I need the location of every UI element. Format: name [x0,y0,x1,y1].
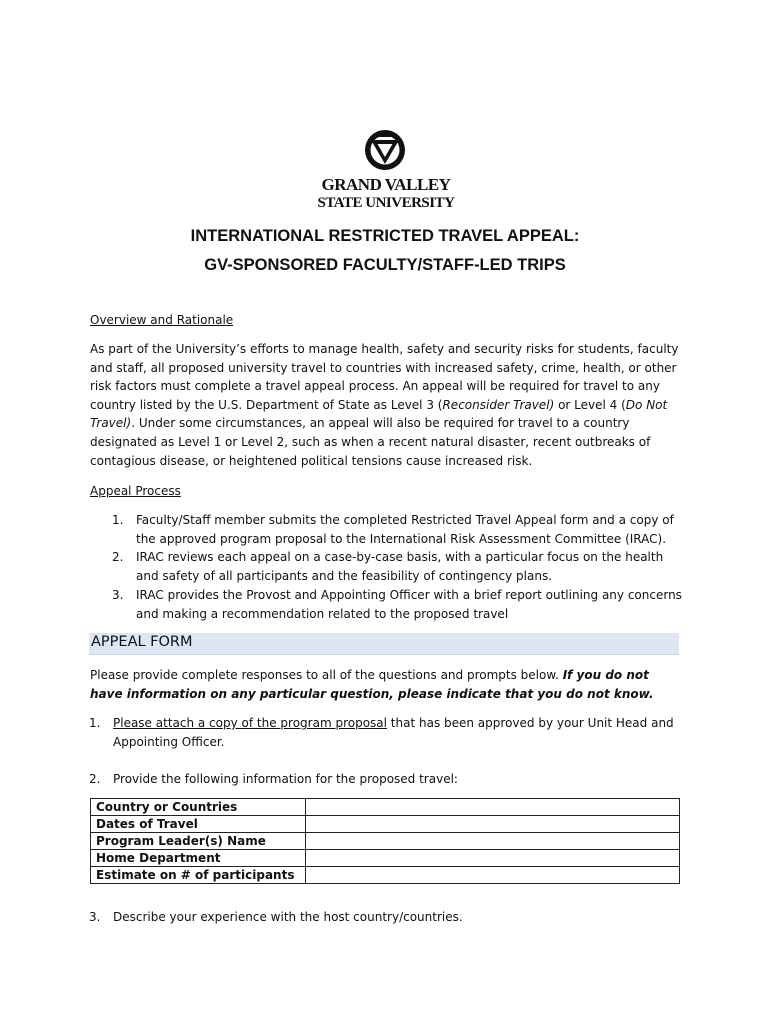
table-label: Country or Countries [91,799,306,816]
table-label: Home Department [91,850,306,867]
list-item: 1. Faculty/Staff member submits the completed Restricted Travel Appeal form and a copy of the approved program proposal to the International Risk Assessment Committee (IRAC). [112,513,674,546]
table-value-field[interactable] [306,816,680,833]
overview-paragraph: As part of the University’s efforts to manage health, safety and security risks for students, faculty and staff, all proposed university travel to countries with increased safety, crime, health, or other risk factors must complete a travel appeal process. An appeal will be required for travel to any country listed by the U.S. Department of State as Level 3 (Reconsider Travel) or Level 4 (Do Not Travel). Under some circumstances, an appeal will also be required for travel to a country designated as Level 1 or Level 2, such as when a recent natural disaster, recent outbreaks of contagious disease, or heightened political tensions cause increased risk. [90,342,679,468]
question-1: 1. Please attach a copy of the program proposal that has been approved by your Unit Head and Appointing Officer. [89,716,674,749]
document-title-line-1: INTERNATIONAL RESTRICTED TRAVEL APPEAL: [190,227,580,245]
program-proposal-link[interactable]: Please attach a copy of the program proposal [113,716,387,730]
table-label: Program Leader(s) Name [91,833,306,850]
table-row [91,867,680,884]
document-title-line-2: GV-SPONSORED FACULTY/STAFF-LED TRIPS [204,256,566,274]
appeal-process-heading: Appeal Process [90,484,181,498]
appeal-form-section-header [89,633,679,655]
overview-heading: Overview and Rationale [90,313,234,327]
table-value-field[interactable] [306,799,680,816]
table-row [91,816,680,833]
table-label: Dates of Travel [91,816,306,833]
list-item: 3. IRAC provides the Provost and Appointing Officer with a brief report outlining any concerns and making a recommendation related to the proposed travel [112,588,682,621]
svg-text:GRAND VALLEY: GRAND VALLEY [321,175,451,194]
svg-text:STATE UNIVERSITY: STATE UNIVERSITY [317,195,455,211]
table-label: Estimate on # of participants [91,867,306,884]
table-row [91,850,680,867]
question-3: 3. Describe your experience with the host country/countries. [89,910,463,924]
travel-info-table [90,798,680,884]
table-row [91,799,680,816]
section-title: APPEAL FORM [91,634,193,650]
table-value-field[interactable] [306,833,680,850]
gv-emblem-icon [316,128,456,212]
form-intro: Please provide complete responses to all of the questions and prompts below. If you do not have information on any particular question, please indicate that you do not know. [90,668,654,701]
question-2: 2. Provide the following information for the proposed travel: [89,772,458,786]
table-value-field[interactable] [306,850,680,867]
list-item: 2. IRAC reviews each appeal on a case-by-case basis, with a particular focus on the health and safety of all participants and the feasibility of contingency plans. [112,550,664,583]
university-logo [316,128,456,212]
table-value-field[interactable] [306,867,680,884]
table-row [91,833,680,850]
